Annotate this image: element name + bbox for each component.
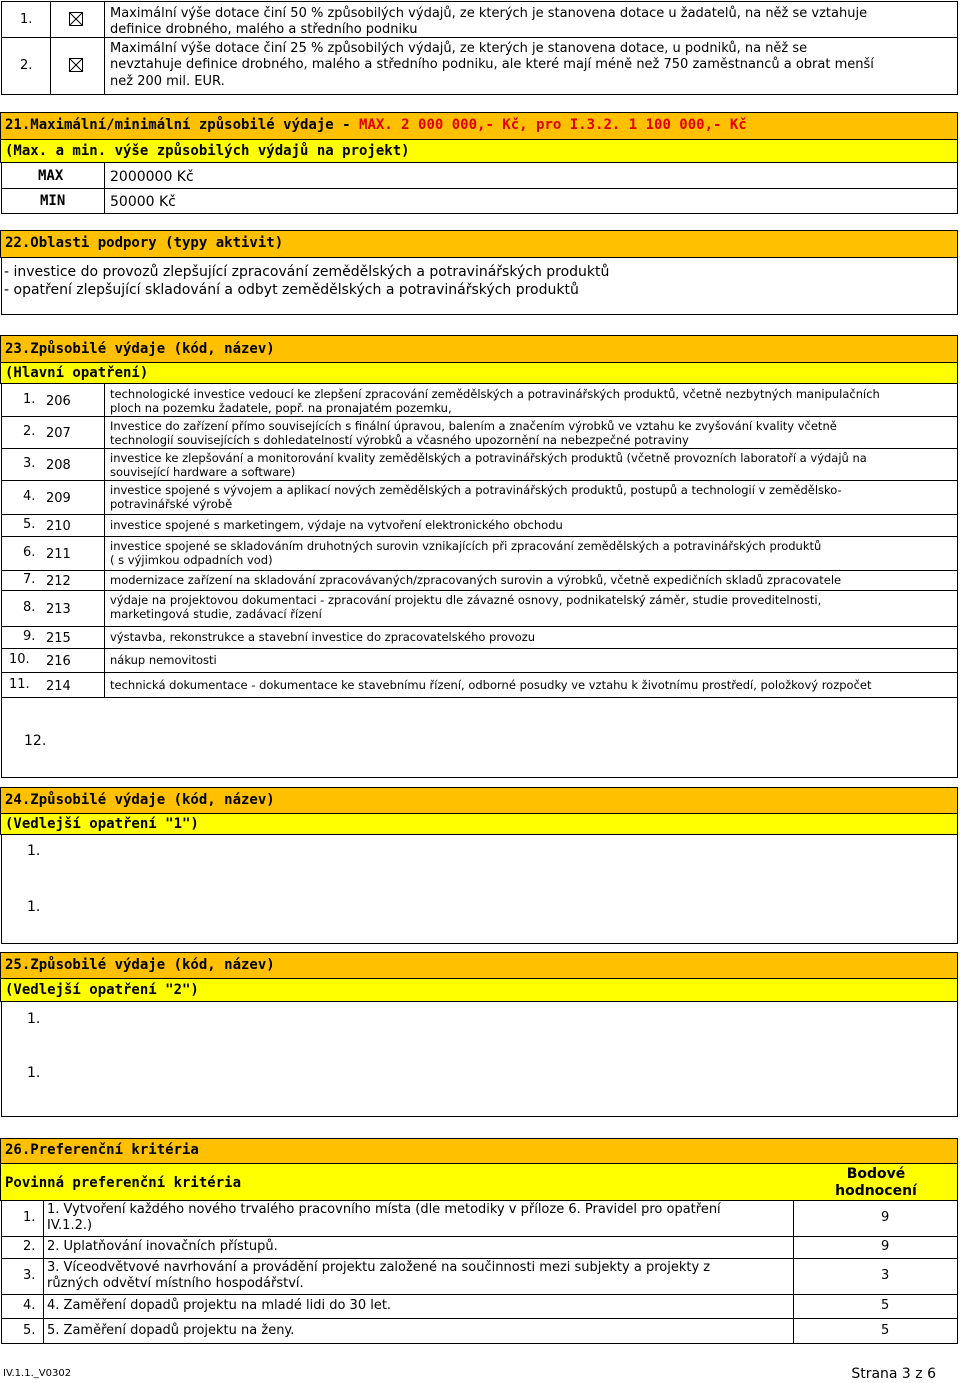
section-26-header (0, 1138, 958, 1164)
expense-code: 214 (46, 679, 71, 694)
section-25-item-2: 1. (27, 1065, 41, 1081)
section-21-title: 21.Maximální/minimální způsobilé výdaje - (5, 117, 360, 133)
condition-2-number: 2. (20, 58, 33, 73)
section-25-item-1: 1. (27, 1011, 41, 1027)
description-line-1: výdaje na projektovou dokumentaci - zpracování projektu dle závazné osnovy, podnikatelský záměr, studie proveditelnosti, (110, 593, 822, 607)
criteria-text (47, 1298, 391, 1314)
description-line-1: technická dokumentace - dokumentace ke stavebnímu řízení, odborné posudky ve vztahu k životnímu prostředí, položkový rozpočet (110, 678, 872, 692)
criteria-line-1: 1. Vytvoření každého nového trvalého pracovního místa (dle metodiky v příloze 6. Pravidel pro opatření (47, 1202, 721, 1217)
row-number: 11. (9, 677, 30, 692)
section-25-subheader (0, 978, 958, 1002)
row-number: 8. (23, 600, 36, 615)
criteria-row (1, 1258, 958, 1294)
description-line-1: modernizace zařízení na skladování zpracovávaných/zpracovaných surovin a výrobků, včetně expedičních skladů zpracovatele (110, 573, 842, 587)
expense-code: 211 (46, 547, 71, 562)
section-26-subheader (0, 1163, 958, 1201)
criteria-line-1: 2. Uplatňování inovačních přístupů. (47, 1239, 278, 1254)
section-23-title: 23.Způsobilé výdaje (kód, název) (5, 341, 275, 357)
criteria-text (47, 1323, 294, 1339)
table-row (1, 672, 958, 698)
section-26-subtitle: Povinná preferenční kritéria (5, 1175, 242, 1191)
section-23-header (0, 335, 958, 363)
description-line-1: investice spojené s marketingem, výdaje na vytvoření elektronického obchodu (110, 518, 563, 532)
description-line-1: investice spojené se skladováním druhotných surovin vznikajících při zpracování zemědělských a potravinářských produktů (110, 539, 822, 553)
criteria-row (1, 1200, 958, 1236)
criteria-text (47, 1239, 278, 1255)
criteria-line-1: 5. Zaměření dopadů projektu na ženy. (47, 1323, 295, 1338)
expense-description (110, 387, 880, 415)
criteria-number: 5. (23, 1323, 36, 1338)
criteria-number: 2. (23, 1239, 36, 1254)
section-22-line-2: - opatření zlepšující skladování a odbyt zemědělských a potravinářských produktů (4, 282, 579, 298)
section-25-header (0, 952, 958, 979)
description-line-1: nákup nemovitosti (110, 653, 217, 667)
table-row (1, 626, 958, 648)
form-code: IV.1.1._V0302 (3, 1368, 72, 1379)
row-number: 2. (23, 424, 36, 439)
section-21-header (0, 112, 958, 140)
condition-2-checkbox[interactable] (69, 58, 83, 72)
expense-code: 213 (46, 602, 71, 617)
criteria-line-2: IV.1.2.) (47, 1218, 93, 1233)
criteria-points: 5 (881, 1323, 890, 1338)
condition-2-line-3: než 200 mil. EUR. (110, 74, 225, 89)
expense-description (110, 630, 535, 644)
section-24-subtitle: (Vedlejší opatření "1") (5, 816, 199, 832)
expense-code: 209 (46, 491, 71, 506)
criteria-line-2: různých odvětví místního hospodářství. (47, 1276, 304, 1291)
description-line-1: technologické investice vedoucí ke zlepšení zpracování zemědělských a potravinářských produktů, včetně nezbytných manipulačních (110, 387, 880, 401)
expense-description (110, 419, 837, 447)
expense-description (110, 518, 563, 532)
table-row (1, 514, 958, 536)
section-23-subheader (0, 362, 958, 384)
row-number: 5. (23, 517, 36, 532)
section-24-title: 24.Způsobilé výdaje (kód, název) (5, 792, 275, 808)
checked-icon (70, 59, 82, 71)
criteria-text (47, 1202, 721, 1234)
section-23-extra-number: 12. (24, 733, 47, 749)
expense-code: 210 (46, 519, 71, 534)
description-line-1: výstavba, rekonstrukce a stavební investice do zpracovatelského provozu (110, 630, 536, 644)
criteria-row (1, 1236, 958, 1258)
row-number: 6. (23, 545, 36, 560)
section-23-subtitle: (Hlavní opatření) (5, 365, 149, 381)
criteria-number: 4. (23, 1298, 36, 1313)
table-row (1, 536, 958, 570)
description-line-2: související hardware a software) (110, 465, 296, 479)
row-number: 9. (23, 629, 36, 644)
max-value: 2000000 Kč (110, 169, 194, 185)
description-line-2: potravinářské výrobě (110, 497, 233, 511)
row-number: 3. (23, 456, 36, 471)
checked-icon (70, 13, 82, 25)
section-21-subheader (0, 139, 958, 163)
expense-code: 207 (46, 426, 71, 441)
expense-description (110, 678, 872, 692)
criteria-points: 5 (881, 1298, 890, 1313)
page-number: Strana 3 z 6 (851, 1366, 936, 1382)
criteria-points: 3 (881, 1268, 890, 1283)
expense-code: 206 (46, 394, 71, 409)
row-number: 10. (9, 652, 30, 667)
condition-2-line-2: nevztahuje definice drobného, malého a středního podniku, ale které mají méně než 750 zaměstnanců a obrat menší (110, 57, 874, 72)
points-column-header: Bodové hodnocení (835, 1166, 917, 1199)
table-row (1, 384, 958, 416)
section-22-line-1: - investice do provozů zlepšující zpracování zemědělských a potravinářských produktů (4, 264, 610, 280)
row-number: 4. (23, 489, 36, 504)
row-number: 1. (23, 392, 36, 407)
table-row (1, 448, 958, 480)
condition-2-line-1: Maximální výše dotace činí 25 % způsobilých výdajů, ze kterých je stanovena dotace, u podniků, na něž se (110, 41, 808, 56)
criteria-text (47, 1260, 710, 1292)
criteria-number: 3. (23, 1268, 36, 1283)
criteria-row (1, 1318, 958, 1344)
section-24-header (0, 787, 958, 814)
expense-description (110, 451, 867, 479)
section-24-subheader (0, 813, 958, 835)
row-number: 7. (23, 572, 36, 587)
section-24-item-1: 1. (27, 843, 41, 859)
expense-code: 215 (46, 631, 71, 646)
expense-code: 208 (46, 458, 71, 473)
max-label: MAX (38, 168, 64, 184)
description-line-2: marketingová studie, zadávací řízení (110, 607, 322, 621)
criteria-points: 9 (881, 1210, 890, 1225)
expense-description (110, 653, 217, 667)
section-25-title: 25.Způsobilé výdaje (kód, název) (5, 957, 275, 973)
description-line-1: investice spojené s vývojem a aplikací nových zemědělských a potravinářských produktů, postupů a technologií v zemědělsko- (110, 483, 842, 497)
min-label: MIN (40, 193, 66, 209)
section-25-subtitle: (Vedlejší opatření "2") (5, 982, 199, 998)
expense-code: 212 (46, 574, 71, 589)
table-row (1, 570, 958, 590)
criteria-points: 9 (881, 1239, 890, 1254)
expense-description (110, 573, 841, 587)
table-row (1, 416, 958, 448)
min-value: 50000 Kč (110, 194, 176, 210)
description-line-1: Investice do zařízení přímo souvisejících s finální úpravou, balením a značením výrobků ve vztahu ke zvyšování kvality včetně (110, 419, 837, 433)
criteria-line-1: 3. Víceodvětvové navrhování a provádění projektu založené na součinnosti mezi subjekty a projekty z (47, 1260, 711, 1275)
table-row (1, 480, 958, 514)
description-line-2: ( s výjimkou odpadních vod) (110, 553, 273, 567)
description-line-1: investice ke zlepšování a monitorování kvality zemědělských a potravinářských produktů (včetně provozních laboratoří a výdajů na (110, 451, 867, 465)
section-23-extra-box (1, 697, 958, 778)
criteria-line-1: 4. Zaměření dopadů projektu na mladé lidi do 30 let. (47, 1298, 392, 1313)
criteria-number: 1. (23, 1210, 36, 1225)
section-22-header (0, 230, 958, 258)
condition-1-line-2: definice drobného, malého a středního podniku (110, 22, 418, 37)
table-row (1, 590, 958, 626)
condition-1-number: 1. (20, 12, 33, 27)
section-24-item-2: 1. (27, 899, 41, 915)
table-row (1, 648, 958, 672)
description-line-2: ploch na pozemku žadatele, popř. na pronajatém pozemku, (110, 401, 452, 415)
section-21-max-note: MAX. 2 000 000,- Kč, pro I.3.2. 1 100 000,- Kč (359, 117, 747, 133)
condition-1-line-1: Maximální výše dotace činí 50 % způsobilých výdajů, ze kterých je stanovena dotace u žadatelů, na něž se vztahuje (110, 6, 868, 21)
expense-code: 216 (46, 654, 71, 669)
expense-description (110, 539, 821, 567)
description-line-2: technologií souvisejících s dohledatelností výrobků a včasného upozornění na nebezpečné potraviny (110, 433, 689, 447)
condition-1-checkbox[interactable] (69, 12, 83, 26)
criteria-row (1, 1294, 958, 1318)
section-22-title: 22.Oblasti podpory (typy aktivit) (5, 235, 284, 251)
section-21-subtitle: (Max. a min. výše způsobilých výdajů na projekt) (5, 143, 410, 159)
expense-description (110, 483, 842, 511)
expense-description (110, 593, 821, 621)
section-26-title: 26.Preferenční kritéria (5, 1142, 199, 1158)
